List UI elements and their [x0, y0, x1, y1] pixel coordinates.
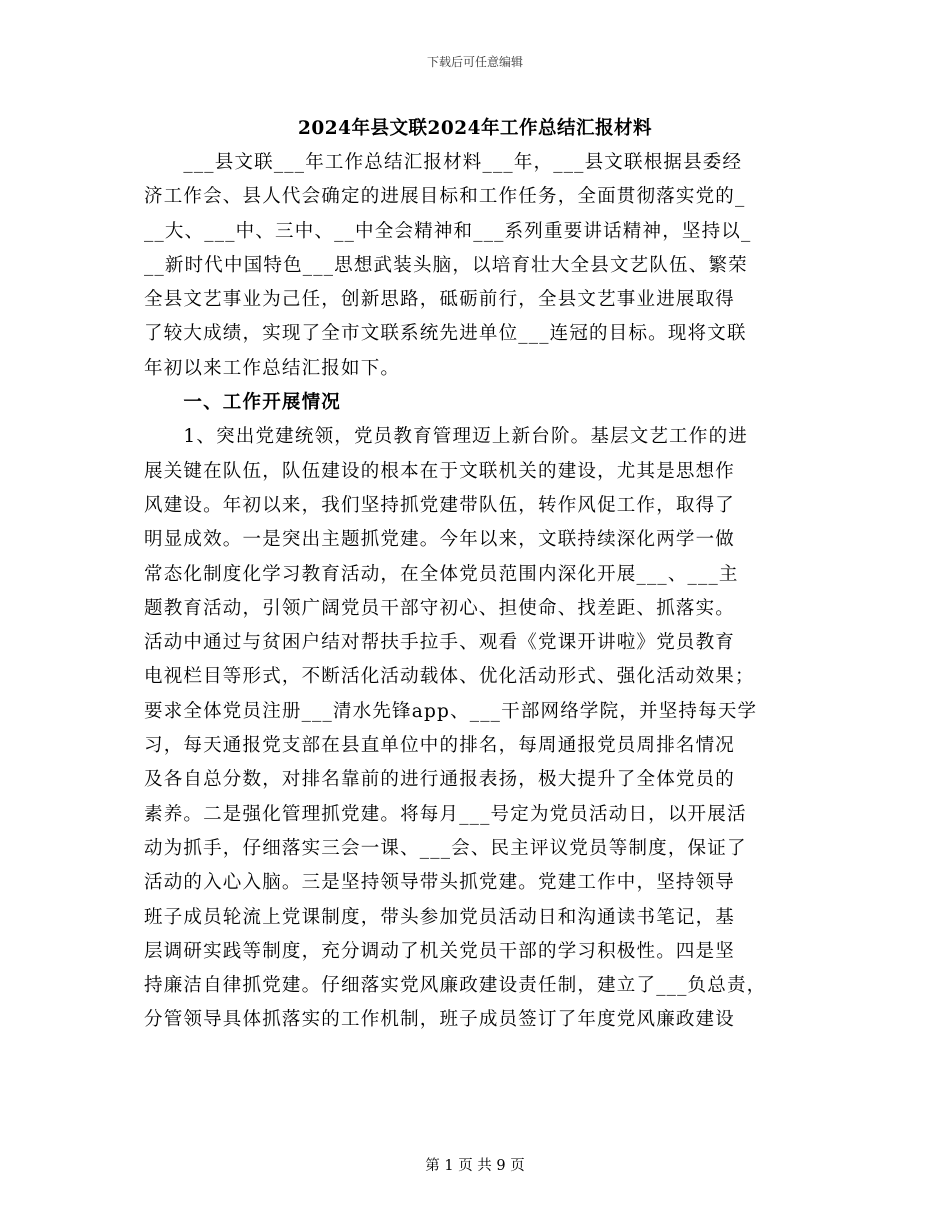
body-line: 及各自总分数，对排名靠前的进行通报表扬，极大提升了全体党员的 — [144, 769, 736, 791]
body-line: 年初以来工作总结汇报如下。 — [144, 357, 401, 379]
body-line: 动为抓手，仔细落实三会一课、___会、民主评议党员等制度，保证了 — [144, 837, 747, 859]
document-title: 2024年县文联2024年工作总结汇报材料 — [298, 118, 652, 139]
body-line: 明显成效。一是突出主题抓党建。今年以来，文联持续深化两学一做 — [144, 529, 736, 551]
section-heading: 一、工作开展情况 — [144, 392, 342, 414]
body-line: __新时代中国特色___思想武装头脑，以培育壮大全县文艺队伍、繁荣 — [144, 254, 748, 276]
body-line: 活动的入心入脑。三是坚持领导带头抓党建。党建工作中，坚持领导 — [144, 872, 736, 894]
body-line: 素养。二是强化管理抓党建。将每月___号定为党员活动日，以开展活 — [144, 803, 747, 825]
body-line: 习，每天通报党支部在县直单位中的排名，每周通报党员周排名情况 — [144, 735, 736, 757]
body-line: 班子成员轮流上党课制度，带头参加党员活动日和沟通读书笔记，基 — [144, 906, 736, 928]
body-line: 济工作会、县人代会确定的进展目标和工作任务，全面贯彻落实党的_ — [144, 186, 746, 208]
body-line: ___县文联___年工作总结汇报材料___年，___县文联根据县委经 — [144, 152, 743, 173]
body-line: 分管领导具体抓落实的工作机制，班子成员签订了年度党风廉政建设 — [144, 1009, 736, 1031]
body-line: 1、突出党建统领，党员教育管理迈上新台阶。基层文艺工作的进 — [144, 426, 748, 448]
body-line: 要求全体党员注册___清水先锋app、___干部网络学院，并坚持每天学 — [144, 700, 758, 722]
body-line: 风建设。年初以来，我们坚持抓党建带队伍，转作风促工作，取得了 — [144, 494, 736, 516]
body-line: 持廉洁自律抓党建。仔细落实党风廉政建设责任制，建立了___负总责， — [144, 975, 767, 997]
document-body — [144, 146, 814, 1038]
body-line: 电视栏目等形式，不断活化活动载体、优化活动形式、强化活动效果； — [144, 666, 755, 688]
body-line: 层调研实践等制度，充分调动了机关党员干部的学习积极性。四是坚 — [144, 940, 736, 962]
page-number: 第 1 页 共 9 页 — [425, 1158, 525, 1174]
body-line: 了较大成绩，实现了全市文联系统先进单位___连冠的目标。现将文联 — [144, 323, 747, 345]
body-line: 活动中通过与贫困户结对帮扶手拉手、观看《党课开讲啦》党员教育 — [144, 632, 736, 654]
body-line: 展关键在队伍，队伍建设的根本在于文联机关的建设，尤其是思想作 — [144, 460, 736, 482]
page-header-note: 下载后可任意编辑 — [426, 55, 523, 69]
body-line: 常态化制度化学习教育活动，在全体党员范围内深化开展___、___主 — [144, 563, 739, 585]
body-line: 全县文艺事业为己任，创新思路，砥砺前行，全县文艺事业进展取得 — [144, 289, 736, 311]
body-line: 题教育活动，引领广阔党员干部守初心、担使命、找差距、抓落实。 — [144, 597, 736, 619]
body-line: __大、___中、三中、__中全会精神和___系列重要讲话精神，坚持以_ — [144, 220, 752, 242]
